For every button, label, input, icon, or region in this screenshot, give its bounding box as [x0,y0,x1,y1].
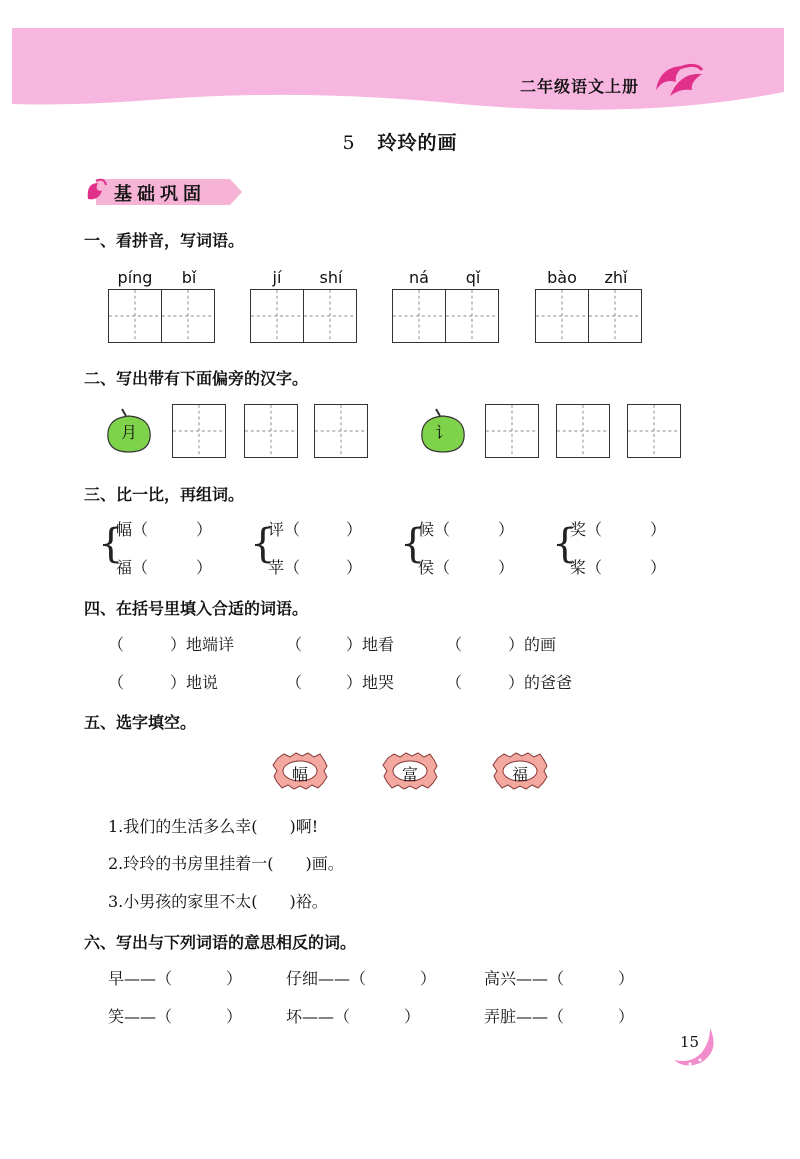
writing-grid[interactable] [627,404,681,458]
close-paren: ） [618,1007,635,1026]
choice-1: 幅 [291,765,308,784]
fill-phrase: ）地端详 [170,635,235,654]
close-paren: ） [498,520,515,539]
compare-bottom-2: 苹（ [268,558,301,577]
fill-open: （ [286,673,303,692]
close-paren: ） [196,558,213,577]
compare-bottom-1: 福（ [116,558,149,577]
fill-open: （ [108,673,125,692]
close-paren: ） [650,558,667,577]
writing-grid[interactable] [303,289,357,343]
close-paren: ） [498,558,515,577]
brace-icon: { [98,521,124,567]
q4-title: 四、在括号里填入合适的词语。 [84,599,309,618]
brace-icon: { [250,521,276,567]
choice-2: 富 [401,765,418,784]
sentence-1: 1.我们的生活多么幸( )啊! [108,817,319,836]
compare-bottom-3: 侯（ [418,558,451,577]
fill-open: （ [108,635,125,654]
antonym-word: 弄脏——（ [484,1007,565,1026]
publisher-logo-icon [650,60,706,102]
antonym-word: 早——（ [108,969,173,988]
lesson-title [0,128,800,155]
section-badge-text: 基础巩固 [114,184,206,205]
compare-top-1: 幅（ [116,520,149,539]
fill-phrase: ）地说 [170,673,219,692]
q5-title: 五、选字填空。 [84,713,197,732]
close-paren: ） [226,969,243,988]
pinyin-4: shí [319,268,343,287]
close-paren: ） [346,558,363,577]
radical-2: 讠 [434,423,451,442]
choice-3: 福 [511,765,528,784]
lesson-number: 5 [342,132,356,154]
fill-open: （ [446,673,463,692]
q2-title: 二、写出带有下面偏旁的汉字。 [84,369,309,388]
fill-phrase: ）的画 [508,635,557,654]
close-paren: ） [404,1007,421,1026]
writing-grid[interactable] [108,289,162,343]
pinyin-1: píng [117,268,153,287]
pinyin-2: bǐ [181,268,197,287]
compare-top-3: 候（ [418,520,451,539]
fill-phrase: ）的爸爸 [508,673,573,692]
compare-top-2: 评（ [268,520,301,539]
writing-grid[interactable] [445,289,499,343]
sentence-2: 2.玲玲的书房里挂着一( )画。 [108,854,344,873]
pinyin-8: zhǐ [604,268,628,287]
writing-grid[interactable] [161,289,215,343]
fill-phrase: ）地哭 [346,673,395,692]
close-paren: ） [346,520,363,539]
fill-phrase: ）地看 [346,635,395,654]
close-paren: ） [650,520,667,539]
q3-title: 三、比一比，再组词。 [84,485,245,504]
q1-title: 一、看拼音，写词语。 [84,231,245,250]
writing-grid[interactable] [250,289,304,343]
fill-open: （ [446,635,463,654]
lesson-name: 玲玲的画 [377,132,458,154]
writing-grid[interactable] [588,289,642,343]
brace-icon: { [400,521,426,567]
antonym-word: 仔细——（ [286,969,367,988]
brace-icon: { [552,521,578,567]
pinyin-5: ná [409,268,429,287]
sentence-3: 3.小男孩的家里不太( )裕。 [108,892,328,911]
close-paren: ） [420,969,437,988]
q6-title: 六、写出与下列词语的意思相反的词。 [84,933,357,952]
antonym-word: 高兴——（ [484,969,565,988]
antonym-word: 笑——（ [108,1007,173,1026]
writing-grid[interactable] [535,289,589,343]
pinyin-6: qǐ [465,268,481,287]
fill-open: （ [286,635,303,654]
page-number: 15 [680,1033,700,1051]
compare-bottom-4: 桨（ [570,558,603,577]
writing-grid[interactable] [556,404,610,458]
writing-grid[interactable] [244,404,298,458]
pinyin-7: bào [547,268,577,287]
radical-1: 月 [120,423,137,442]
writing-grid[interactable] [314,404,368,458]
antonym-word: 坏——（ [286,1007,351,1026]
close-paren: ） [196,520,213,539]
close-paren: ） [226,1007,243,1026]
pinyin-3: jí [272,268,282,287]
writing-grid[interactable] [392,289,446,343]
grade-book-label: 二年级语文上册 [520,77,640,96]
writing-grid[interactable] [485,404,539,458]
close-paren: ） [618,969,635,988]
writing-grid[interactable] [172,404,226,458]
compare-top-4: 奖（ [570,520,603,539]
